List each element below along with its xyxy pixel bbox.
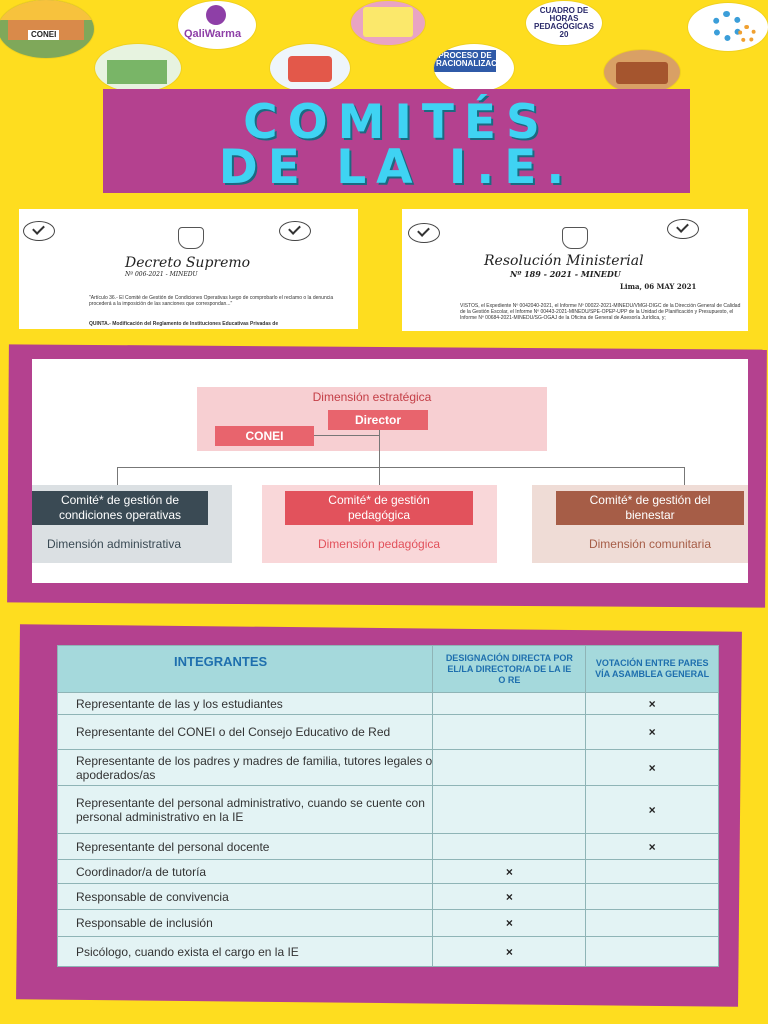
row-direct-mark: × bbox=[433, 937, 586, 967]
row-direct-mark bbox=[433, 786, 586, 834]
committee-bienestar bbox=[556, 491, 744, 525]
decreto-supremo-document bbox=[19, 209, 358, 329]
proceso-thumbnail bbox=[434, 44, 514, 92]
row-label: Representante de los padres y madres de familia, tutores legales o apoderados/as bbox=[58, 750, 433, 786]
row-direct-mark: × bbox=[433, 884, 586, 910]
row-label: Responsable de convivencia bbox=[58, 884, 433, 910]
coat-of-arms-icon bbox=[178, 227, 204, 249]
row-label: Representante del personal administrativo, cuando se cuente con personal administrativo en la IE bbox=[58, 786, 433, 834]
resolucion-title: Resolución Ministerial bbox=[484, 253, 644, 269]
row-direct-mark bbox=[433, 750, 586, 786]
signature-check-icon bbox=[667, 219, 699, 239]
cuadro-horas-caption: CUADRO DE HORAS PEDAGÓGICAS 20 bbox=[533, 6, 594, 39]
table-row bbox=[58, 884, 719, 910]
title-banner bbox=[103, 89, 690, 193]
connector-conei-director bbox=[314, 435, 380, 436]
row-label: Coordinador/a de tutoría bbox=[58, 860, 433, 884]
table-row bbox=[58, 693, 719, 715]
gears-thumbnail bbox=[688, 3, 768, 51]
decreto-excerpt-2: QUINTA.- Modificación del Reglamento de Instituciones Educativas Privadas de bbox=[89, 321, 279, 327]
table-row bbox=[58, 834, 719, 860]
qaliwarma-logo-icon bbox=[206, 5, 226, 25]
decreto-number: Nº 006-2021 - MINEDU bbox=[125, 271, 198, 278]
row-vote-mark bbox=[586, 884, 719, 910]
row-label: Responsable de inclusión bbox=[58, 910, 433, 937]
row-vote-mark: × bbox=[586, 715, 719, 750]
resolucion-number: Nº 189 - 2021 - MINEDU bbox=[510, 269, 621, 279]
committee-bienestar-label: Comité* de gestión del bienestar bbox=[589, 493, 711, 522]
cuadro-horas-thumbnail bbox=[526, 1, 602, 45]
resolucion-excerpt: VISTOS, el Expediente Nº 0042040-2021, el Informe Nº 00022-2021-MINEDU/VMGI-DIGC de la Dirección General de Calidad de la Gestión Escolar, el Informe Nº 00443-2021-MINEDU/SPE-OPEP-UPP de la Unidad de Planificación y Presupuesto, el Informe Nº 00684-2021-MINEDU/SG-OGAJ de la Oficina de General de Asesoría Jurídica, y; bbox=[460, 303, 741, 321]
row-vote-mark: × bbox=[586, 786, 719, 834]
row-vote-mark: × bbox=[586, 750, 719, 786]
table-row bbox=[58, 937, 719, 967]
row-direct-mark bbox=[433, 693, 586, 715]
header-votacion: VOTACIÓN ENTRE PARES VÍA ASAMBLEA GENERAL bbox=[586, 646, 719, 693]
row-vote-mark: × bbox=[586, 693, 719, 715]
city-thumbnail bbox=[95, 44, 181, 92]
signature-check-icon bbox=[279, 221, 311, 241]
row-direct-mark: × bbox=[433, 910, 586, 937]
committee-condiciones-operativas bbox=[32, 491, 208, 525]
row-label: Representante del personal docente bbox=[58, 834, 433, 860]
director-box bbox=[328, 410, 428, 430]
row-direct-mark bbox=[433, 715, 586, 750]
table-row bbox=[58, 860, 719, 884]
data-chart-thumbnail bbox=[270, 44, 350, 92]
decreto-title: Decreto Supremo bbox=[125, 255, 251, 271]
row-direct-mark bbox=[433, 834, 586, 860]
connector-horizontal bbox=[117, 467, 684, 468]
committee-condiciones-label: Comité* de gestión de condiciones operativas bbox=[58, 493, 182, 522]
table-row bbox=[58, 910, 719, 937]
row-label: Psicólogo, cuando exista el cargo en la IE bbox=[58, 937, 433, 967]
city-icon bbox=[107, 60, 167, 84]
conei-caption: CONEI bbox=[28, 30, 59, 40]
connector-director-down bbox=[379, 430, 380, 467]
school-thumbnail bbox=[351, 1, 425, 45]
row-label: Representante del CONEI o del Consejo Educativo de Red bbox=[58, 715, 433, 750]
row-vote-mark bbox=[586, 860, 719, 884]
row-vote-mark: × bbox=[586, 834, 719, 860]
header-designacion: DESIGNACIÓN DIRECTA POR EL/LA DIRECTOR/A DE LA IE O RE bbox=[433, 646, 586, 693]
table-row bbox=[58, 750, 719, 786]
title-line-1: COMITÉS bbox=[243, 95, 550, 150]
header-integrantes: INTEGRANTES bbox=[58, 646, 433, 693]
resolucion-date: Lima, 06 MAY 2021 bbox=[620, 282, 697, 291]
table-row bbox=[58, 786, 719, 834]
dimension-administrativa-label: Dimensión administrativa bbox=[46, 536, 182, 551]
row-vote-mark bbox=[586, 937, 719, 967]
decreto-excerpt: "Artículo 36.- El Comité de Gestión de Condiciones Operativas luego de comprobarlo el reclamo o la denuncia procederá a la imposición de las sanciones que correspondan..." bbox=[89, 295, 334, 307]
signature-check-icon bbox=[408, 223, 440, 243]
coat-of-arms-icon bbox=[562, 227, 588, 249]
resolucion-ministerial-document bbox=[402, 209, 748, 331]
dimension-pedagogica-label: Dimensión pedagógica bbox=[317, 536, 441, 551]
dimension-comunitaria-label: Dimensión comunitaria bbox=[588, 536, 712, 551]
table-row bbox=[58, 715, 719, 750]
classroom-thumbnail bbox=[604, 50, 680, 94]
row-direct-mark: × bbox=[433, 860, 586, 884]
title-line-2: DE LA I.E. bbox=[218, 140, 575, 195]
signature-check-icon bbox=[23, 221, 55, 241]
school-book-icon bbox=[363, 7, 413, 37]
qaliwarma-thumbnail bbox=[178, 1, 256, 49]
committee-pedagogica bbox=[285, 491, 473, 525]
classroom-icon bbox=[616, 62, 668, 84]
director-label: Director bbox=[354, 412, 401, 427]
strategic-dimension-label: Dimensión estratégica bbox=[312, 390, 432, 404]
conei-thumbnail bbox=[0, 0, 94, 58]
gear-small-icon bbox=[738, 25, 756, 43]
conei-box bbox=[215, 426, 314, 446]
members-table bbox=[57, 645, 719, 967]
committee-pedagogica-label: Comité* de gestión pedagógica bbox=[328, 493, 430, 522]
proceso-caption: PROCESO DE RACIONALIZACIÓN bbox=[436, 51, 512, 68]
row-label: Representante de las y los estudiantes bbox=[58, 693, 433, 715]
chart-icon bbox=[288, 56, 332, 82]
qaliwarma-caption: QaliWarma bbox=[184, 28, 242, 40]
conei-label: CONEI bbox=[245, 428, 284, 443]
org-chart bbox=[32, 359, 748, 583]
row-vote-mark bbox=[586, 910, 719, 937]
